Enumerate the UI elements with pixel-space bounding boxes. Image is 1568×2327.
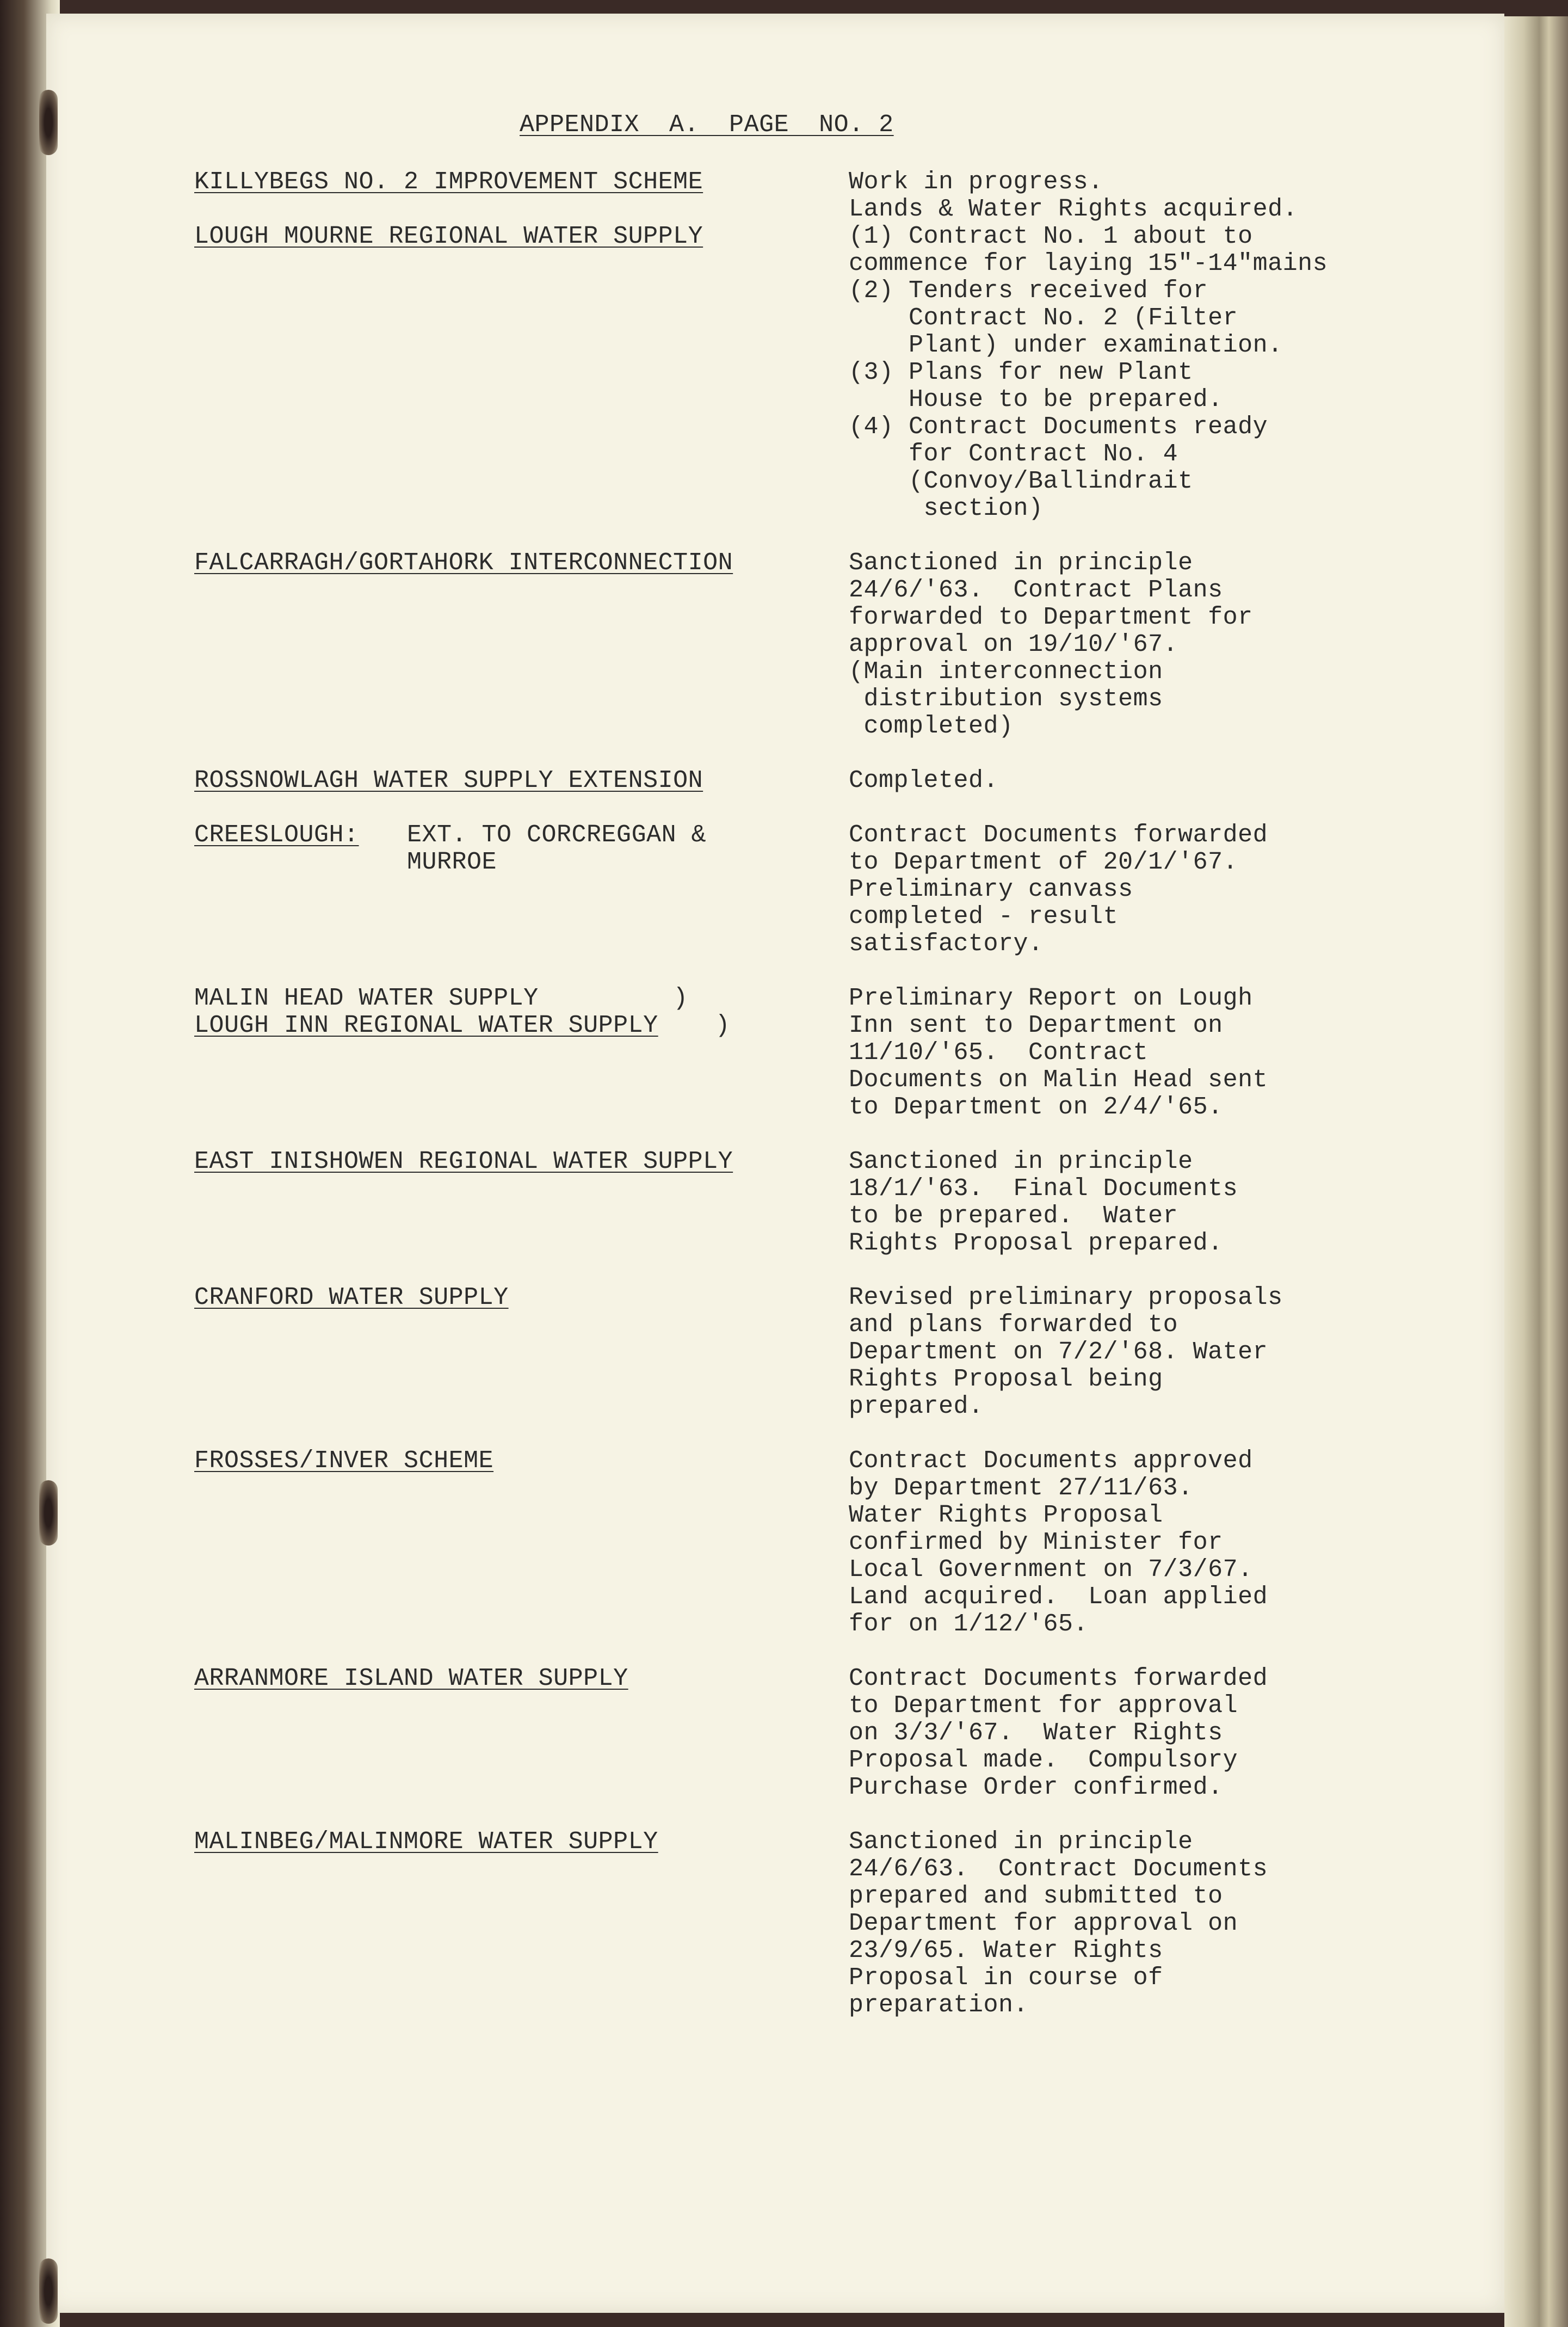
scheme-title: MALINBEG/MALINMORE WATER SUPPLY (194, 1828, 658, 1856)
scheme-status: Contract Documents forwarded to Department of 20/1/'67. Preliminary canvass completed - result satisfactory. (849, 821, 1268, 958)
scheme-title: FROSSES/INVER SCHEME (194, 1447, 494, 1475)
scheme-detail: EXT. TO CORCREGGAN & MURROE (407, 821, 707, 876)
scheme-status: Preliminary Report on Lough Inn sent to Department on 11/10/'65. Contract Documents on Malin Head sent to Department on 2/4/'65. (849, 984, 1268, 1121)
scheme-title: CRANFORD WATER SUPPLY (194, 1284, 509, 1312)
scheme-status: Contract Documents forwarded to Department for approval on 3/3/'67. Water Rights Proposal made. Compulsory Purchase Order confirmed. (849, 1665, 1268, 1801)
scheme-title: FALCARRAGH/GORTAHORK INTERCONNECTION (194, 549, 733, 577)
scheme-status: Work in progress. (849, 168, 1103, 196)
scheme-status: Sanctioned in principle 24/6/'63. Contract Plans forwarded to Department for approval on 19/10/'67. (Main interconnection distribution systems completed) (849, 549, 1253, 740)
scheme-status: Contract Documents approved by Department 27/11/63. Water Rights Proposal confirmed by Minister for Local Government on 7/3/67. Land acquired. Loan applied for on 1/12/'65. (849, 1447, 1268, 1638)
scheme-status: Completed. (849, 767, 999, 795)
scheme-status: Lands & Water Rights acquired. (1) Contract No. 1 about to commence for laying 15"-14"mains (2) Tenders received for Contract No. 2 (Filter Plant) under examination. (3) Plans for new Plant House to be prepared. (4) Contract Documents ready for Contract No. 4 (Convoy/Ballindrait section) (849, 195, 1328, 522)
page-header: APPENDIX A. PAGE NO. 2 (520, 111, 894, 139)
scheme-status: Revised preliminary proposals and plans forwarded to Department on 7/2/'68. Water Rights Proposal being prepared. (849, 1284, 1283, 1420)
punch-hole (39, 90, 58, 155)
scheme-title: ROSSNOWLAGH WATER SUPPLY EXTENSION (194, 767, 703, 795)
punch-hole (39, 2258, 58, 2324)
bracket-suffix: ) (700, 1012, 731, 1039)
page-stack-edge (1504, 16, 1568, 2327)
scheme-title: MALIN HEAD WATER SUPPLY ) (194, 984, 688, 1012)
scheme-title: ARRANMORE ISLAND WATER SUPPLY (194, 1665, 628, 1692)
scheme-title-line2: LOUGH INN REGIONAL WATER SUPPLY (194, 1012, 658, 1039)
scheme-title: EAST INISHOWEN REGIONAL WATER SUPPLY (194, 1148, 733, 1175)
scheme-title: LOUGH MOURNE REGIONAL WATER SUPPLY (194, 223, 703, 250)
scheme-title: CREESLOUGH: (194, 821, 359, 849)
punch-hole (39, 1480, 58, 1546)
scheme-title: KILLYBEGS NO. 2 IMPROVEMENT SCHEME (194, 168, 703, 196)
scheme-status: Sanctioned in principle 18/1/'63. Final Documents to be prepared. Water Rights Proposal prepared. (849, 1148, 1238, 1257)
scheme-status: Sanctioned in principle 24/6/63. Contract Documents prepared and submitted to Department for approval on 23/9/65. Water Rights Proposal in course of preparation. (849, 1828, 1268, 2019)
